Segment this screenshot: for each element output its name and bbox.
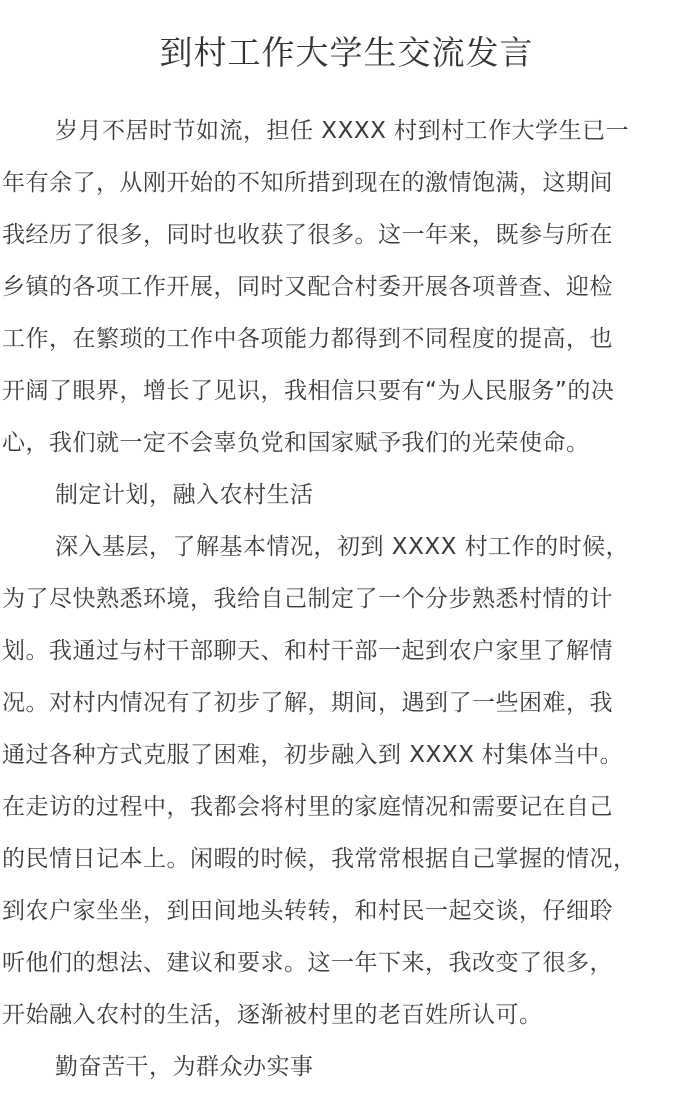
- text-line: 岁月不居时节如流，担任 XXXX 村到村工作大学生已一: [55, 118, 630, 144]
- text-line: 开阔了眼界，增长了见识，我相信只要有“为人民服务”的决: [2, 378, 615, 404]
- document-title: 到村工作大学生交流发言: [159, 33, 534, 72]
- text-line: 我经历了很多，同时也收获了很多。这一年来，既参与所在: [2, 222, 613, 248]
- text-line: 的民情日记本上。闲暇的时候，我常常根据自己掌握的情况，: [2, 846, 637, 872]
- text-line: 开始融入农村的生活，逐渐被村里的老百姓所认可。: [2, 1002, 543, 1028]
- text-line: 深入基层，了解基本情况，初到 XXXX 村工作的时候，: [55, 534, 630, 560]
- text-line: 为了尽快熟悉环境，我给自己制定了一个分步熟悉村情的计: [2, 586, 613, 612]
- text-line: 乡镇的各项工作开展，同时又配合村委开展各项普查、迎检: [2, 274, 613, 300]
- text-line: 在走访的过程中，我都会将村里的家庭情况和需要记在自己: [2, 794, 613, 820]
- text-line: 到农户家坐坐，到田间地头转转，和村民一起交谈，仔细聆: [2, 898, 613, 924]
- text-line: 听他们的想法、建议和要求。这一年下来，我改变了很多，: [2, 950, 613, 976]
- text-line: 况。对村内情况有了初步了解，期间，遇到了一些困难，我: [2, 690, 613, 716]
- text-line: 划。我通过与村干部聊天、和村干部一起到农户家里了解情: [2, 638, 613, 664]
- text-line: 工作，在繁琐的工作中各项能力都得到不同程度的提高，也: [2, 326, 613, 352]
- text-line: 年有余了，从刚开始的不知所措到现在的激情饱满，这期间: [2, 170, 613, 196]
- text-line: 制定计划，融入农村生活: [55, 482, 314, 508]
- text-line: 通过各种方式克服了困难，初步融入到 XXXX 村集体当中。: [2, 742, 624, 768]
- text-line: 勤奋苦干，为群众办实事: [55, 1054, 314, 1080]
- text-line: 心，我们就一定不会辜负党和国家赋予我们的光荣使命。: [2, 430, 590, 456]
- document-body: [2, 105, 692, 1093]
